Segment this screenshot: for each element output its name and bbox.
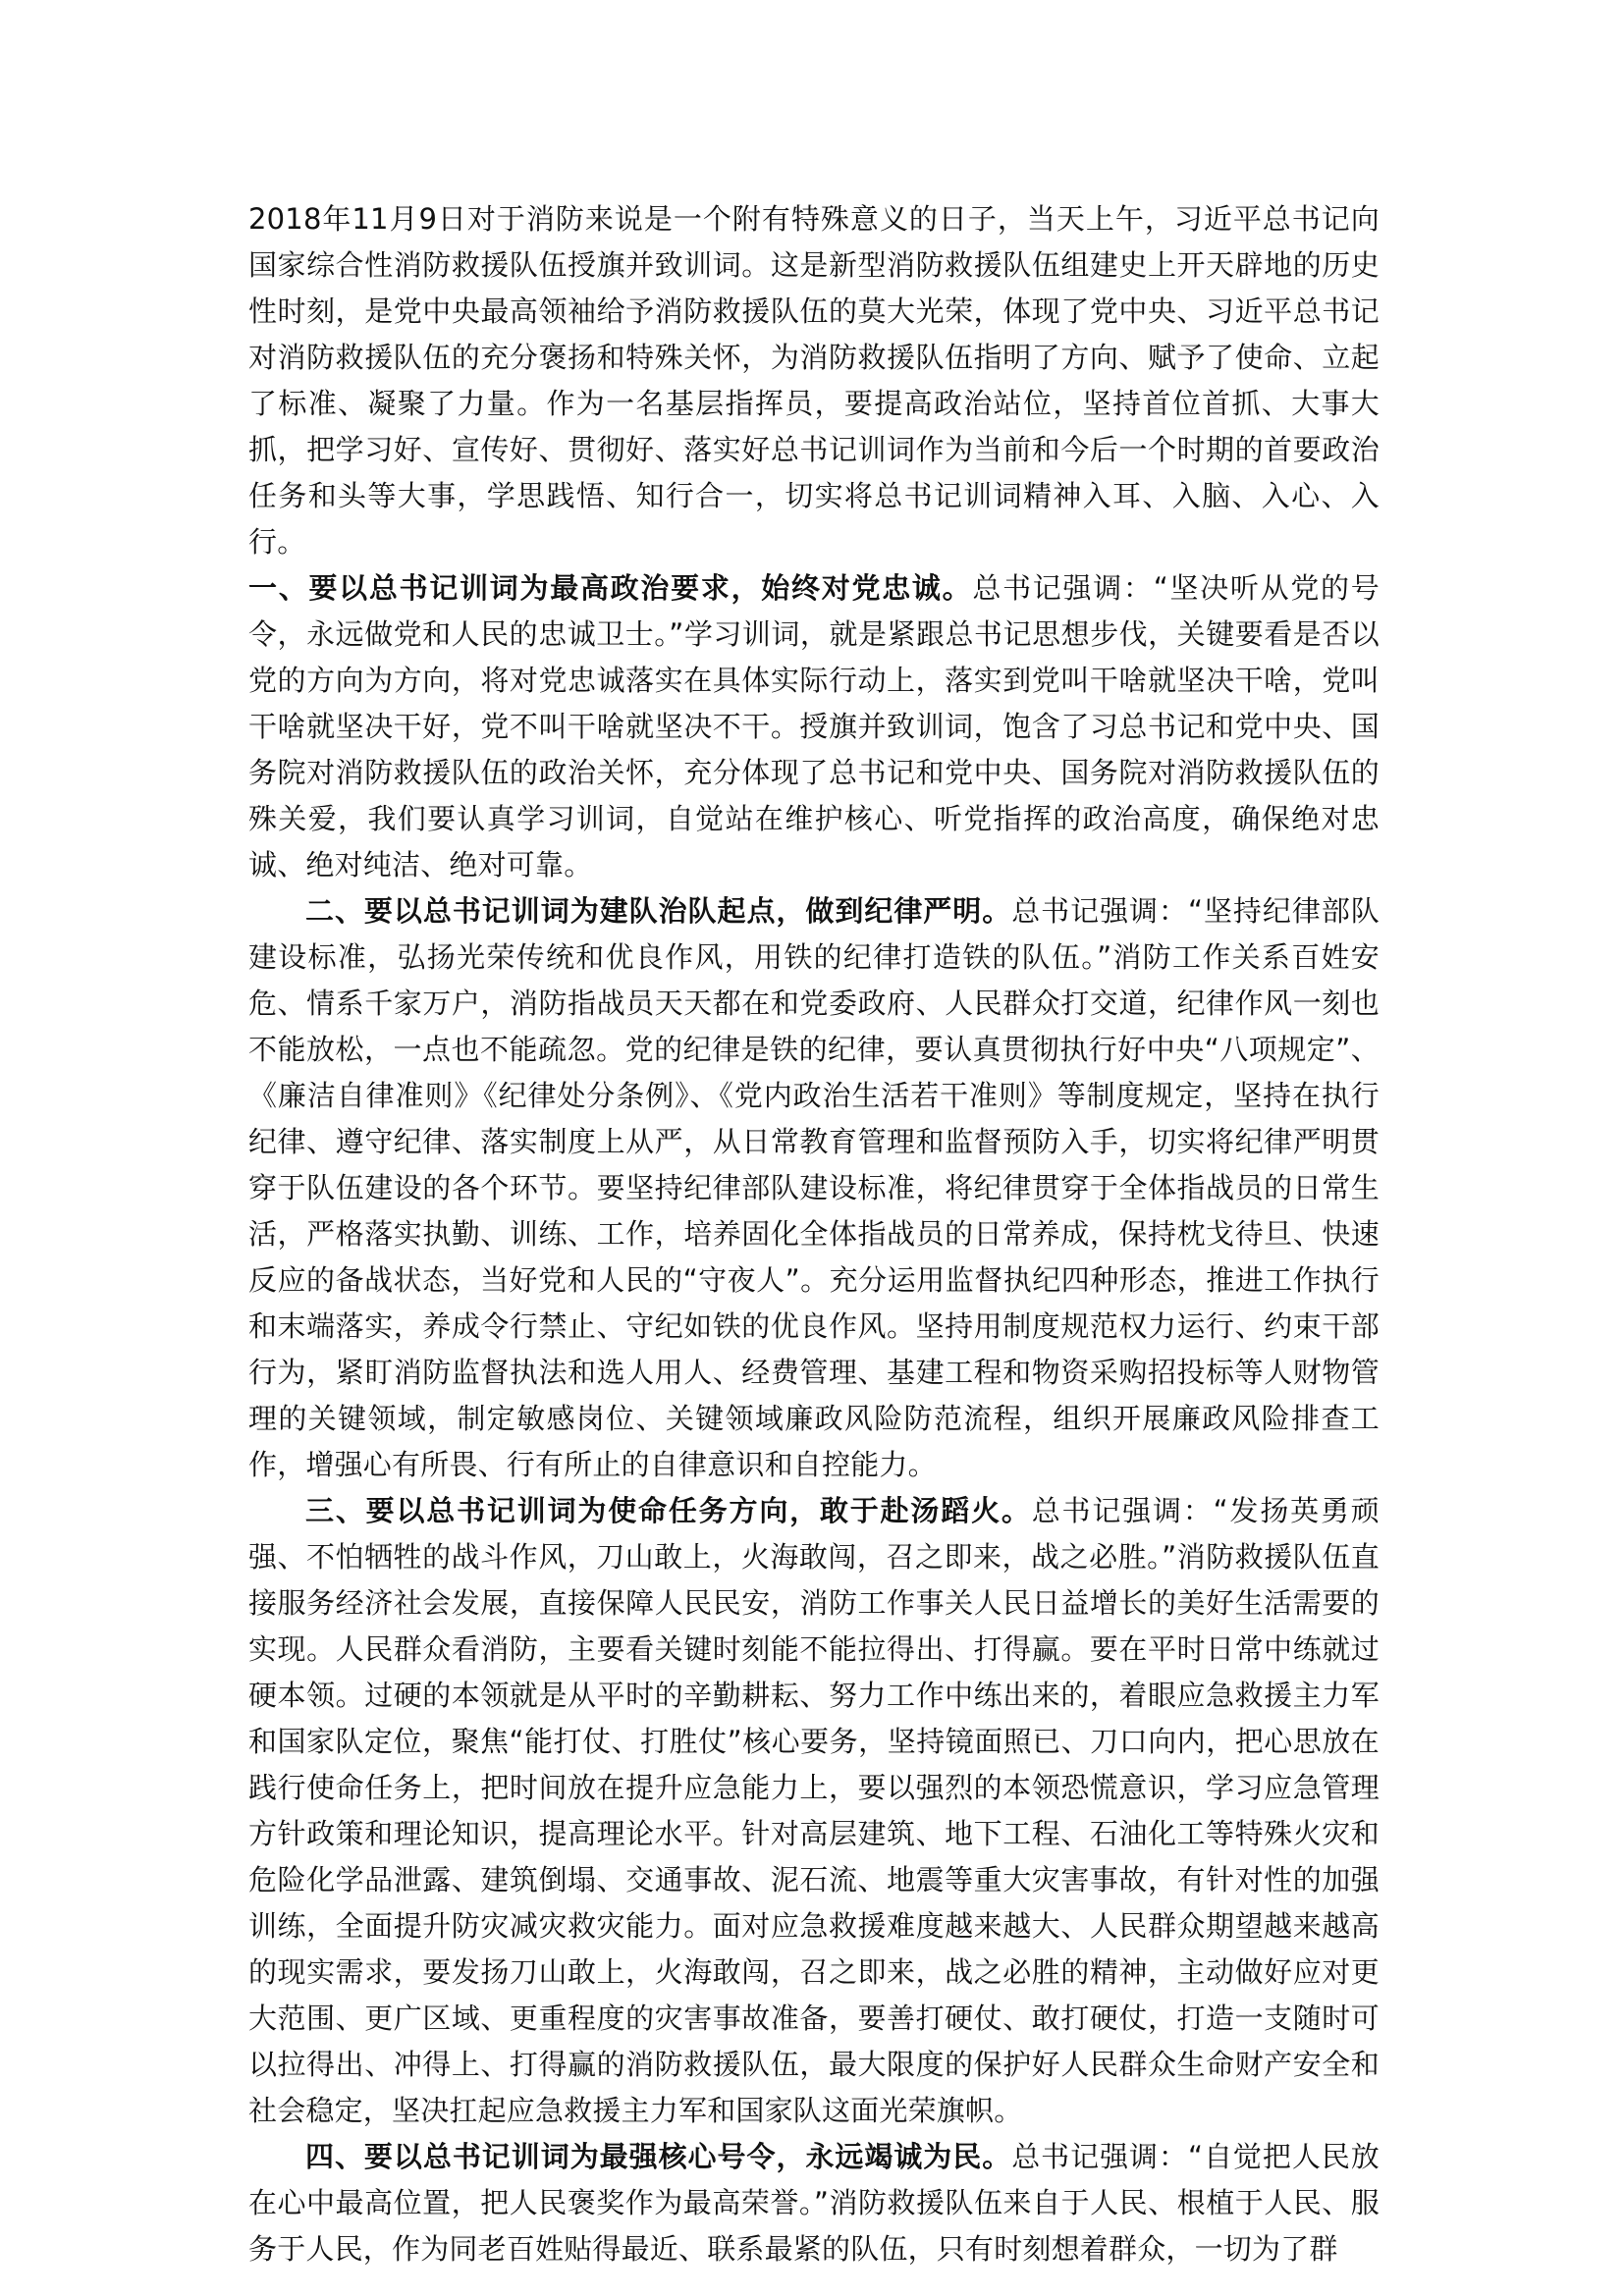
paragraph-section-3 (248, 1488, 1380, 2134)
paragraph-intro (248, 196, 1380, 565)
paragraph-text: 总书记强调：“坚持纪律部队建设标准，弘扬光荣传统和优良作风，用铁的纪律打造铁的队伍。”消防工作关系百姓安危、情系千家万户，消防指战员天天都在和党委政府、人民群众打交道，纪律作风一刻也不能放松，一点也不能疏忽。党的纪律是铁的纪律，要认真贯彻执行好中央“八项规定”、《廉洁自律准则》《纪律处分条例》、《党内政治生活若干准则》等制度规定，坚持在执行纪律、遵守纪律、落实制度上从严，从日常教育管理和监督预防入手，切实将纪律严明贯穿于队伍建设的各个环节。要坚持纪律部队建设标准，将纪律贯穿于全体指战员的日常生活，严格落实执勤、训练、工作，培养固化全体指战员的日常养成，保持枕戈待旦、快速反应的备战状态，当好党和人民的“守夜人”。充分运用监督执纪四种形态，推进工作执行和末端落实，养成令行禁止、守纪如铁的优良作风。坚持用制度规范权力运行、约束干部行为，紧盯消防监督执法和选人用人、经费管理、基建工程和物资采购招投标等人财物管理的关键领域，制定敏感岗位、关键领域廉政风险防范流程，组织开展廉政风险排查工作，增强心有所畏、行有所止的自律意识和自控能力。 (248, 894, 1380, 1481)
section-heading: 一、要以总书记训词为最高政治要求，始终对党忠诚。 (248, 571, 973, 605)
paragraph-section-4 (248, 2134, 1380, 2272)
section-heading: 三、要以总书记训词为使命任务方向，敢于赴汤蹈火。 (305, 1494, 1032, 1527)
section-heading: 二、要以总书记训词为建队治队起点，做到纪律严明。 (305, 894, 1012, 928)
section-heading: 四、要以总书记训词为最强核心号令，永远竭诚为民。 (305, 2140, 1012, 2173)
paragraph-text: 总书记强调：“坚决听从党的号令，永远做党和人民的忠诚卫士。”学习训词，就是紧跟总书记思想步伐，关键要看是否以党的方向为方向，将对党忠诚落实在具体实际行动上，落实到党叫干啥就坚决干啥，党叫干啥就坚决干好，党不叫干啥就坚决不干。授旗并致训词，饱含了习总书记和党中央、国务院对消防救援队伍的政治关怀，充分体现了总书记和党中央、国务院对消防救援队伍的殊关爱，我们要认真学习训词，自觉站在维护核心、听党指挥的政治高度，确保绝对忠诚、绝对纯洁、绝对可靠。 (248, 571, 1380, 881)
paragraph-text: 总书记强调：“自觉把人民放在心中最高位置，把人民褒奖作为最高荣誉。”消防救援队伍来自于人民、根植于人民、服务于人民，作为同老百姓贴得最近、联系最紧的队伍，只有时刻想着群众，一切为了群 (248, 2140, 1380, 2266)
paragraph-text: 2018年11月9日对于消防来说是一个附有特殊意义的日子，当天上午，习近平总书记向国家综合性消防救援队伍授旗并致训词。这是新型消防救援队伍组建史上开天辟地的历史性时刻，是党中央最高领袖给予消防救援队伍的莫大光荣，体现了党中央、习近平总书记对消防救援队伍的充分褒扬和特殊关怀，为消防救援队伍指明了方向、赋予了使命、立起了标准、凝聚了力量。作为一名基层指挥员，要提高政治站位，坚持首位首抓、大事大抓，把学习好、宣传好、贯彻好、落实好总书记训词作为当前和今后一个时期的首要政治任务和头等大事，学思践悟、知行合一，切实将总书记训词精神入耳、入脑、入心、入行。 (248, 202, 1380, 559)
paragraph-section-2 (248, 888, 1380, 1488)
paragraph-text: 总书记强调：“发扬英勇顽强、不怕牺牲的战斗作风，刀山敢上，火海敢闯，召之即来，战之必胜。”消防救援队伍直接服务经济社会发展，直接保障人民民安，消防工作事关人民日益增长的美好生活需要的实现。人民群众看消防，主要看关键时刻能不能拉得出、打得赢。要在平时日常中练就过硬本领。过硬的本领就是从平时的辛勤耕耘、努力工作中练出来的，着眼应急救援主力军和国家队定位，聚焦“能打仗、打胜仗”核心要务，坚持镜面照已、刀口向内，把心思放在践行使命任务上，把时间放在提升应急能力上，要以强烈的本领恐慌意识，学习应急管理方针政策和理论知识，提高理论水平。针对高层建筑、地下工程、石油化工等特殊火灾和危险化学品泄露、建筑倒塌、交通事故、泥石流、地震等重大灾害事故，有针对性的加强训练，全面提升防灾减灾救灾能力。面对应急救援难度越来越大、人民群众期望越来越高的现实需求，要发扬刀山敢上，火海敢闯，召之即来，战之必胜的精神，主动做好应对更大范围、更广区域、更重程度的灾害事故准备，要善打硬仗、敢打硬仗，打造一支随时可以拉得出、冲得上、打得赢的消防救援队伍，最大限度的保护好人民群众生命财产安全和社会稳定，坚决扛起应急救援主力军和国家队这面光荣旗帜。 (248, 1494, 1380, 2127)
paragraph-section-1 (248, 565, 1380, 888)
document-page (248, 196, 1380, 2272)
